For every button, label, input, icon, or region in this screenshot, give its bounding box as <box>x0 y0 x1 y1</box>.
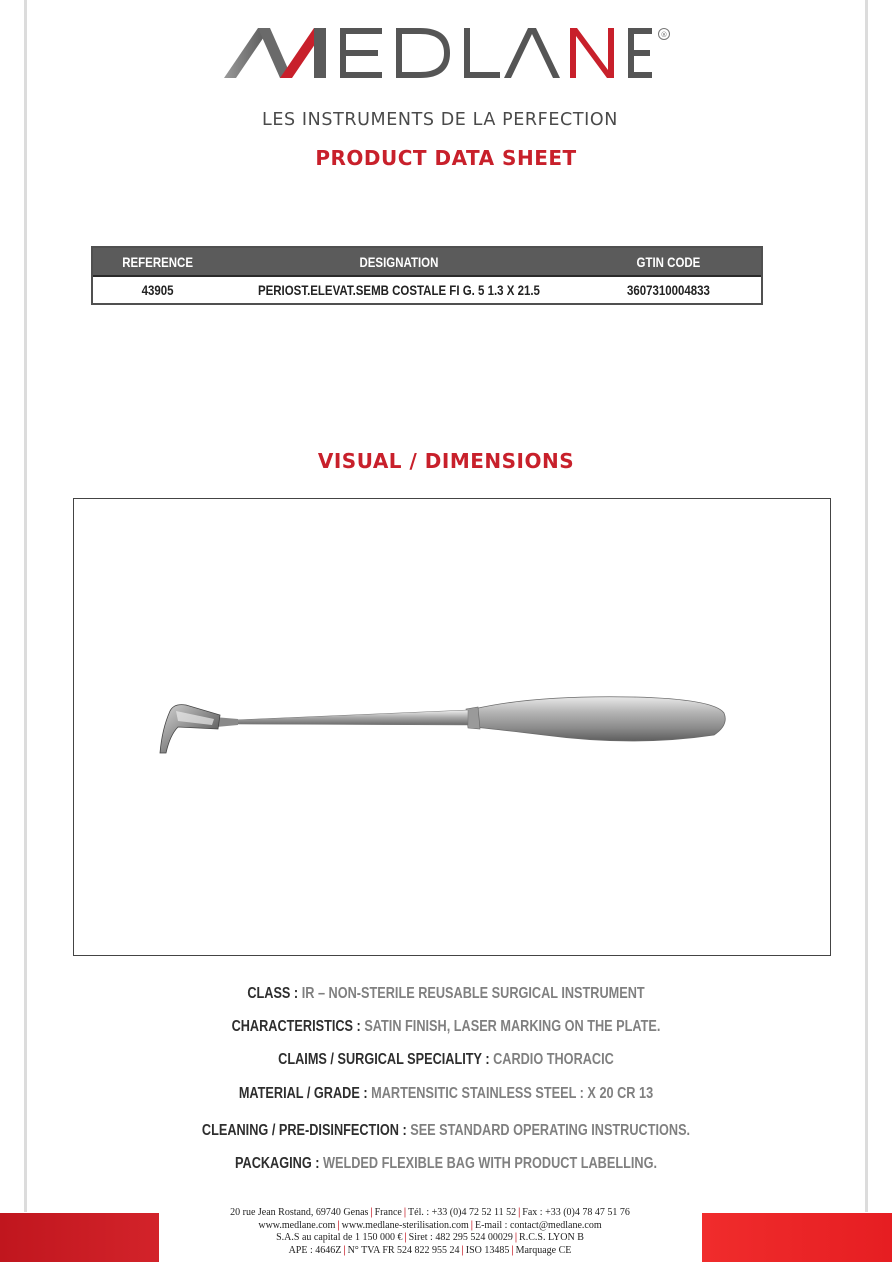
medlane-logo <box>200 20 680 130</box>
spec-value: WELDED FLEXIBLE BAG WITH PRODUCT LABELLING. <box>319 1155 657 1172</box>
spec-label: CLAIMS / SURGICAL SPECIALITY : <box>278 1051 490 1068</box>
right-border-line <box>865 0 868 1212</box>
brand-tagline: LES INSTRUMENTS DE LA PERFECTION <box>262 110 618 130</box>
periosteal-elevator-icon <box>74 499 830 955</box>
footer-line-legal: S.A.S au capital de 1 150 000 € | Siret : 482 295 524 00029 | R.C.S. LYON B <box>276 1232 584 1244</box>
footer-capital: S.A.S au capital de 1 150 000 € <box>276 1232 403 1244</box>
spec-label: CLASS : <box>247 985 299 1002</box>
footer-iso: ISO 13485 <box>465 1244 510 1256</box>
footer-line-address: 20 rue Jean Rostand, 69740 Genas | France | Tél. : +33 (0)4 72 52 11 52 | Fax : +33 (0)4 78 47 51 76 <box>230 1207 630 1218</box>
footer-vat: N° TVA FR 524 822 955 24 <box>347 1244 460 1256</box>
footer-website-sterilisation[interactable]: www.medlane-sterilisation.com <box>341 1219 469 1231</box>
spec-label: PACKAGING : <box>234 1155 320 1172</box>
spec-value: SEE STANDARD OPERATING INSTRUCTIONS. <box>406 1122 691 1139</box>
footer-address: 20 rue Jean Rostand, 69740 Genas <box>230 1207 369 1218</box>
footer-email[interactable]: E-mail : contact@medlane.com <box>474 1219 602 1231</box>
footer-country: France <box>374 1207 402 1218</box>
medlane-logo-graphic <box>200 20 680 110</box>
cell-designation: PERIOST.ELEVAT.SEMB COSTALE FI G. 5 1.3 X 21.5 <box>258 282 541 298</box>
header-designation: DESIGNATION <box>359 253 439 270</box>
left-border-line <box>24 0 27 1212</box>
footer-company-info <box>160 1207 700 1257</box>
footer-line-web: www.medlane.com | www.medlane-sterilisation.com | E-mail : contact@medlane.com <box>258 1219 602 1231</box>
header-gtin-code: GTIN CODE <box>636 253 701 270</box>
spec-label: CLEANING / PRE-DISINFECTION : <box>201 1122 407 1139</box>
footer-website[interactable]: www.medlane.com <box>258 1219 336 1231</box>
registered-mark: ® <box>660 31 668 39</box>
spec-material <box>80 1085 811 1103</box>
spec-value: IR – NON-STERILE REUSABLE SURGICAL INSTRUMENT <box>298 985 645 1002</box>
footer-rcs: R.C.S. LYON B <box>519 1232 584 1244</box>
cell-gtin-code: 3607310004833 <box>627 282 711 298</box>
spec-value: SATIN FINISH, LASER MARKING ON THE PLATE. <box>360 1018 661 1035</box>
spec-value: CARDIO THORACIC <box>489 1051 614 1068</box>
footer-line-registration: APE : 4646Z | N° TVA FR 524 822 955 24 | ISO 13485 | Marquage CE <box>288 1244 572 1256</box>
product-visual-box <box>73 498 831 956</box>
spec-label: CHARACTERISTICS : <box>231 1018 361 1035</box>
spec-claims <box>80 1051 811 1069</box>
footer-siret: Siret : 482 295 524 00029 <box>408 1232 513 1244</box>
product-table <box>91 246 763 305</box>
footer-fax: Fax : +33 (0)4 78 47 51 76 <box>522 1207 630 1218</box>
footer-phone: Tél. : +33 (0)4 72 52 11 52 <box>408 1207 517 1218</box>
spec-cleaning <box>80 1122 811 1140</box>
footer-ce-marking: Marquage CE <box>515 1244 572 1256</box>
spec-label: MATERIAL / GRADE : <box>238 1085 368 1102</box>
spec-value: MARTENSITIC STAINLESS STEEL : X 20 CR 13 <box>367 1085 654 1102</box>
footer-red-bar-left <box>0 1213 159 1262</box>
footer-red-bar-right <box>702 1213 892 1262</box>
spec-characteristics <box>80 1018 811 1036</box>
footer-ape: APE : 4646Z <box>288 1244 342 1256</box>
product-data-sheet-title: PRODUCT DATA SHEET <box>315 146 577 170</box>
cell-reference: 43905 <box>141 282 174 298</box>
spec-packaging <box>80 1155 811 1173</box>
table-header-row <box>93 248 761 277</box>
table-row <box>93 277 761 303</box>
visual-dimensions-title: VISUAL / DIMENSIONS <box>317 449 575 473</box>
spec-class <box>80 985 811 1003</box>
header-reference: REFERENCE <box>122 253 194 270</box>
